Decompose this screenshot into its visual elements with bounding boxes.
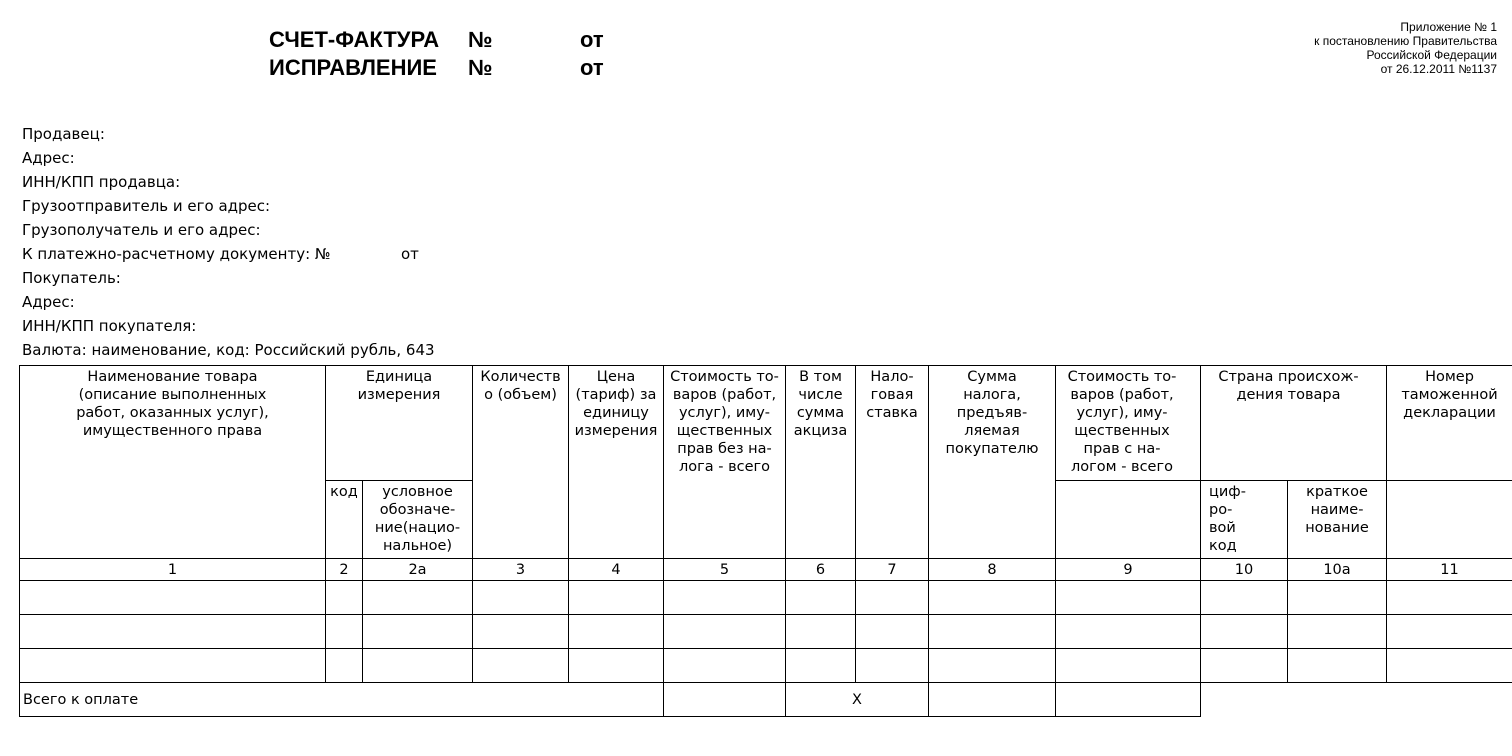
total-excise: X	[786, 683, 929, 717]
table-cell[interactable]	[1387, 581, 1512, 615]
annex-line: Российской Федерации	[1366, 48, 1497, 62]
column-number-cell: 9	[1056, 559, 1201, 581]
table-cell[interactable]	[1201, 615, 1288, 649]
subheader-country-code: циф-ро-вой код	[1201, 481, 1288, 559]
table-cell[interactable]	[473, 581, 569, 615]
table-cell[interactable]	[786, 649, 856, 683]
table-cell[interactable]	[1201, 649, 1288, 683]
buyer-inn-field: ИНН/КПП покупателя:	[22, 317, 197, 335]
table-cell[interactable]	[363, 581, 473, 615]
header-cost-with-tax: Стоимость то-варов (работ, услуг), иму-щественных прав с на-логом - всего	[1056, 366, 1201, 481]
invoice-title-row	[269, 26, 439, 54]
correction-label: ИСПРАВЛЕНИЕ	[269, 55, 437, 80]
total-blank	[1201, 683, 1512, 717]
table-cell[interactable]	[363, 615, 473, 649]
currency-field: Валюта: наименование, код: Российский рубль, 643	[22, 341, 435, 359]
table-cell[interactable]	[20, 615, 326, 649]
payment-doc-label: К платежно-расчетному документу: №	[22, 245, 331, 263]
table-cell[interactable]	[929, 615, 1056, 649]
table-cell[interactable]	[664, 581, 786, 615]
table-row	[20, 649, 1512, 683]
column-number-cell: 3	[473, 559, 569, 581]
table-cell[interactable]	[569, 615, 664, 649]
column-number-cell: 2а	[363, 559, 473, 581]
annex-note	[1314, 20, 1497, 76]
table-cell[interactable]	[326, 649, 363, 683]
table-cell[interactable]	[929, 581, 1056, 615]
total-label: Всего к оплате	[20, 683, 664, 717]
table-cell[interactable]	[1201, 581, 1288, 615]
buyer-field: Покупатель:	[22, 269, 121, 287]
column-numbers-row	[20, 559, 1512, 581]
header-name: Наименование товара (описание выполненных работ, оказанных услуг), имущественного права	[20, 366, 326, 559]
seller-address-field: Адрес:	[22, 149, 75, 167]
table-cell[interactable]	[1387, 649, 1512, 683]
header-tax-rate: Нало-говая ставка	[856, 366, 929, 559]
consignee-field: Грузополучатель и его адрес:	[22, 221, 261, 239]
table-cell[interactable]	[569, 581, 664, 615]
table-cell[interactable]	[20, 649, 326, 683]
table-cell[interactable]	[1056, 649, 1201, 683]
table-cell[interactable]	[1288, 615, 1387, 649]
table-cell[interactable]	[569, 649, 664, 683]
payment-doc-field	[22, 242, 435, 266]
table-header-row	[20, 366, 1512, 481]
column-number-cell: 1	[20, 559, 326, 581]
header-country: Страна происхож-дения товара	[1201, 366, 1387, 481]
column-number-cell: 6	[786, 559, 856, 581]
table-cell[interactable]	[856, 581, 929, 615]
table-cell[interactable]	[1288, 649, 1387, 683]
total-cost-no-tax[interactable]	[664, 683, 786, 717]
total-tax-sum[interactable]	[929, 683, 1056, 717]
header-cost-no-tax: Стоимость то-варов (работ, услуг), иму-щественных прав без на-лога - всего	[664, 366, 786, 559]
annex-line: от 26.12.2011 №1137	[1380, 62, 1497, 76]
header-price: Цена (тариф) за единицу измерения	[569, 366, 664, 559]
table-cell[interactable]	[1387, 615, 1512, 649]
table-cell[interactable]	[473, 615, 569, 649]
column-number-cell: 5	[664, 559, 786, 581]
requisites-block	[22, 122, 435, 362]
header-excise: В том числе сумма акциза	[786, 366, 856, 559]
buyer-address-field: Адрес:	[22, 293, 75, 311]
annex-line: Приложение № 1	[1400, 20, 1497, 34]
table-cell[interactable]	[664, 649, 786, 683]
subheader-unit-name: условное обозначе-ние(нацио-нальное)	[363, 481, 473, 559]
table-cell[interactable]	[1056, 581, 1201, 615]
invoice-from-label: от	[580, 27, 604, 52]
annex-line: к постановлению Правительства	[1314, 34, 1497, 48]
table-cell[interactable]	[664, 615, 786, 649]
header-tax-sum: Сумма налога, предъяв-ляемая покупателю	[929, 366, 1056, 559]
seller-field: Продавец:	[22, 125, 105, 143]
invoice-number-sign: №	[468, 27, 493, 52]
table-cell[interactable]	[326, 615, 363, 649]
table-cell[interactable]	[929, 649, 1056, 683]
table-cell[interactable]	[1288, 581, 1387, 615]
shipper-field: Грузоотправитель и его адрес:	[22, 197, 271, 215]
table-row	[20, 581, 1512, 615]
table-cell[interactable]	[363, 649, 473, 683]
correction-number-sign: №	[468, 55, 493, 80]
total-cost-with-tax[interactable]	[1056, 683, 1201, 717]
table-cell[interactable]	[856, 649, 929, 683]
table-cell[interactable]	[786, 615, 856, 649]
table-cell[interactable]	[786, 581, 856, 615]
payment-doc-from-label: от	[401, 245, 419, 263]
column-number-cell: 2	[326, 559, 363, 581]
subheader-cost-with-tax-blank	[1056, 481, 1201, 559]
column-number-cell: 7	[856, 559, 929, 581]
header-unit: Единица измерения	[326, 366, 473, 481]
column-number-cell: 10а	[1288, 559, 1387, 581]
correction-from-label: от	[580, 55, 604, 80]
table-row	[20, 615, 1512, 649]
subheader-country-name: краткое наиме-нование	[1288, 481, 1387, 559]
table-cell[interactable]	[326, 581, 363, 615]
table-cell[interactable]	[473, 649, 569, 683]
header-qty: Количеств о (объем)	[473, 366, 569, 559]
column-number-cell: 10	[1201, 559, 1288, 581]
total-row	[20, 683, 1512, 717]
invoice-label: СЧЕТ-ФАКТУРА	[269, 27, 440, 52]
header-customs: Номер таможенной декларации	[1387, 366, 1512, 481]
column-number-cell: 11	[1387, 559, 1512, 581]
table-cell[interactable]	[856, 615, 929, 649]
table-cell[interactable]	[20, 581, 326, 615]
column-number-cell: 8	[929, 559, 1056, 581]
correction-title-row	[269, 54, 437, 82]
invoice-table	[19, 365, 1512, 717]
seller-inn-field: ИНН/КПП продавца:	[22, 173, 181, 191]
subheader-customs-blank	[1387, 481, 1512, 559]
column-number-cell: 4	[569, 559, 664, 581]
table-cell[interactable]	[1056, 615, 1201, 649]
subheader-unit-code: код	[326, 481, 363, 559]
